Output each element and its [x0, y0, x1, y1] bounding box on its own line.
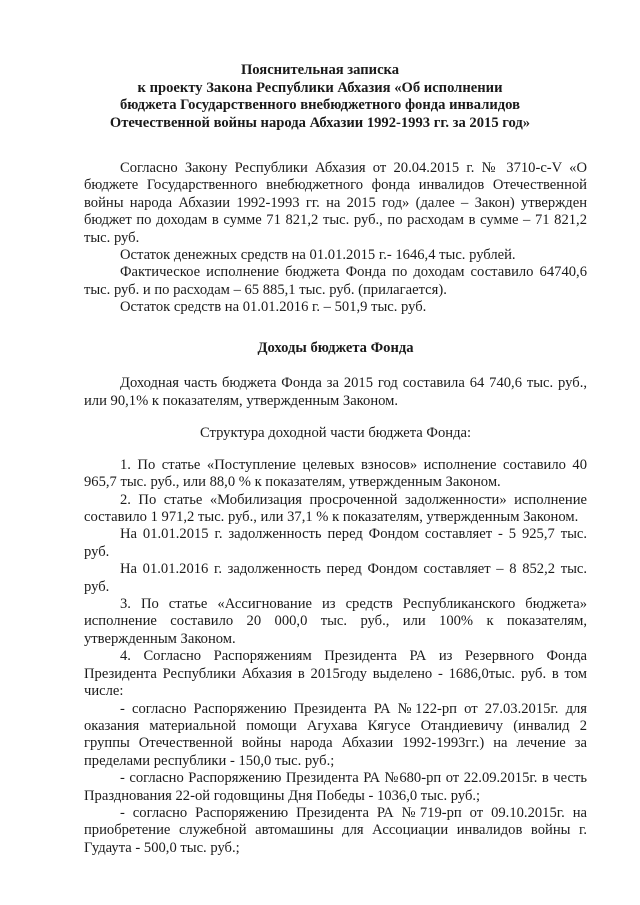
intro-paragraph-balance-2016: Остаток средств на 01.01.2016 г. – 501,9 тыс. руб. — [120, 299, 427, 316]
income-summary: Доходная часть бюджета Фонда за 2015 год составила 64 740,6 тыс. руб., или 90,1% к показателям, утвержденным Законом. — [84, 375, 587, 409]
debt-2016: На 01.01.2016 г. задолженность перед Фондом составляет – 8 852,2 тыс. руб. — [84, 561, 587, 595]
title-line: к проекту Закона Республики Абхазия «Об исполнении — [137, 79, 503, 96]
title-line: Пояснительная записка — [240, 62, 400, 78]
income-item-4: 4. Согласно Распоряжениям Президента РА из Резервного Фонда Президента Республики Абхазия в 2015году выделено - 1686,0тыс. руб. в том числе: — [84, 648, 587, 700]
income-item-3: 3. По статье «Ассигнование из средств Республиканского бюджета» исполнение составило 20 000,0 тыс. руб., или 100% к показателям, утвержденным Законом. — [84, 596, 587, 647]
structure-heading: Структура доходной части бюджета Фонда: — [199, 424, 472, 441]
intro-paragraph-balance-2015: Остаток денежных средств на 01.01.2015 г.- 1646,4 тыс. рублей. — [120, 247, 516, 264]
income-item-1: 1. По статье «Поступление целевых взносов» исполнение составило 40 965,7 тыс. руб., или 88,0 % к показателям, утвержденным Законом. — [84, 456, 587, 491]
sub-item: - согласно Распоряжению Президента РА №719-рп от 09.10.2015г. на приобретение служебной автомашины для Ассоциации инвалидов войны г. Гудаута - 500,0 тыс. руб.; — [84, 804, 587, 856]
title-line: бюджета Государственного внебюджетного фонда инвалидов — [119, 97, 520, 113]
title-line: Отечественной войны народа Абхазии 1992-1993 гг. за 2015 год» — [109, 114, 531, 131]
document-title — [70, 62, 570, 132]
intro-section — [84, 160, 587, 317]
intro-paragraph-law: Согласно Закону Республики Абхазия от 20.04.2015 г. № 3710-с-V «О бюджете Государственного внебюджетного фонда инвалидов Отечественной войны народа Абхазии 1992-1993 гг. на 2015 год» (далее – Закон) утвержден бюджет по доходам в сумме 71 821,2 тыс. руб., по расходам в сумме – 71 821,2 тыс. руб. — [84, 160, 587, 246]
intro-paragraph-actual-execution: Фактическое исполнение бюджета Фонда по доходам составило 64740,6 тыс. руб. и по расходам – 65 885,1 тыс. руб. (прилагается). — [84, 264, 587, 298]
sub-item: - согласно Распоряжению Президента РА №122-рп от 27.03.2015г. для оказания материальной помощи Агухава Кягусе Отандиевичу (инвалид 2 группы Отечественной войны народа Абхазии 1992-1993гг.) на лечение за пределами республики - 150,0 тыс. руб.; — [84, 700, 587, 769]
income-item-2: 2. По статье «Мобилизация просроченной задолженности» исполнение составило 1 971,2 тыс. руб., или 37,1 % к показателям, утвержденным Законом. — [84, 491, 587, 526]
debt-2015: На 01.01.2015 г. задолженность перед Фондом составляет - 5 925,7 тыс. руб. — [84, 526, 587, 560]
sub-item: - согласно Распоряжению Президента РА №680-рп от 22.09.2015г. в честь Празднования 22-ой годовщины Дня Победы - 1036,0 тыс. руб.; — [84, 770, 587, 804]
section-heading: Доходы бюджета Фонда — [257, 340, 414, 356]
income-section — [84, 340, 587, 857]
